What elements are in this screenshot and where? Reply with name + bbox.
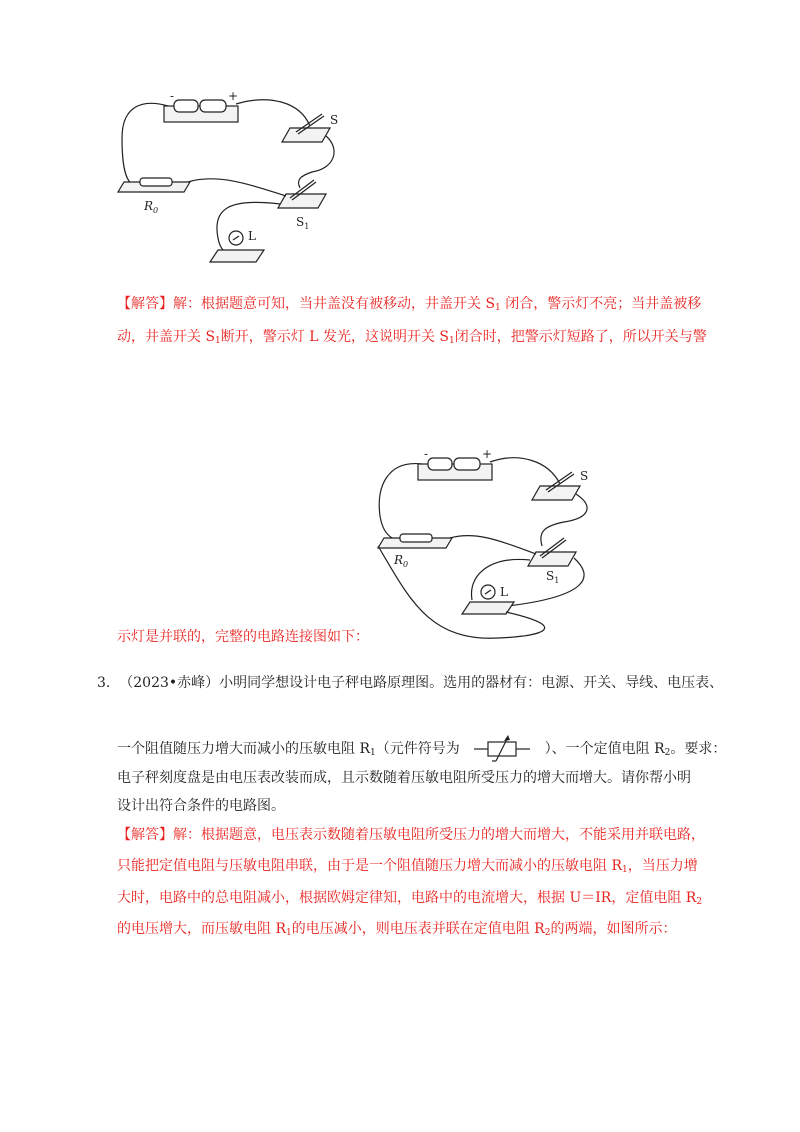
question-source: （2023•赤峰） (119, 675, 220, 691)
answer3-line-3: 大时，电路中的总电阻减小，根据欧姆定律知，电路中的电流增大，根据 U＝IR，定值电阻 $R_2$ (117, 890, 703, 907)
switch-s-label: S (330, 113, 339, 127)
pressure-resistor-symbol-icon (474, 733, 530, 765)
answer3-line-2: 只能把定值电阻与压敏电阻串联，由于是一个阻值随压力增大而减小的压敏电阻 $R_1$，当压力增 (117, 858, 698, 875)
question3-line-2: 一个阻值随压力增大而减小的压敏电阻 $R_1$（元件符号为 ）、一个定值电阻 $R_2$。要求： (117, 733, 726, 765)
switch-s1-label: $S_1$ (296, 215, 310, 231)
lamp-l-label: L (500, 585, 508, 599)
question3-line-3: 电子秤刻度盘是由电压表改装而成，且示数随着压敏电阻所受压力的增大而增大。请你帮小明 (117, 770, 691, 786)
battery-minus-label: - (424, 447, 429, 461)
answer3-line-4: 的电压增大，而压敏电阻 $R_1$的电压减小，则电压表并联在定值电阻 $R_2$的两端，如图所示： (117, 921, 677, 938)
lamp-l-label: L (248, 229, 256, 243)
question3-line-1: 3. （2023•赤峰）小明同学想设计电子秤电路原理图。选用的器材有：电源、开关、导线、电压表、 (97, 675, 724, 691)
battery-minus-label: - (170, 89, 175, 103)
answer-tag: 【解答】 (117, 827, 173, 843)
answer1-line-2: 动，井盖开关 $S_1$断开，警示灯 L 发光，这说明开关 $S_1$闭合时，把警示灯短路了，所以开关与警 (117, 329, 707, 346)
battery-plus-label: + (482, 447, 493, 461)
answer1-line-3: 示灯是并联的，完整的电路连接图如下： (117, 629, 369, 645)
battery-plus-label: + (228, 89, 239, 103)
answer1-line-1: 【解答】解：根据题意可知，当井盖没有被移动，井盖开关 $S_1$ 闭合，警示灯不亮；当井盖被移 (117, 296, 702, 313)
answer-tag: 【解答】 (117, 296, 173, 312)
resistor-r0-label: $R_0$ (394, 553, 409, 569)
resistor-r0-label: $R_0$ (144, 199, 159, 215)
answer3-line-1: 【解答】解：根据题意，电压表示数随着压敏电阻所受压力的增大而增大，不能采用并联电路， (117, 827, 705, 843)
question-number: 3. (97, 675, 111, 691)
question3-line-4: 设计出符合条件的电路图。 (117, 798, 285, 814)
switch-s-label: S (580, 469, 589, 483)
circuit-figure-1 (100, 88, 360, 273)
circuit-figure-2 (368, 446, 608, 646)
switch-s1-label: $S_1$ (546, 569, 560, 585)
